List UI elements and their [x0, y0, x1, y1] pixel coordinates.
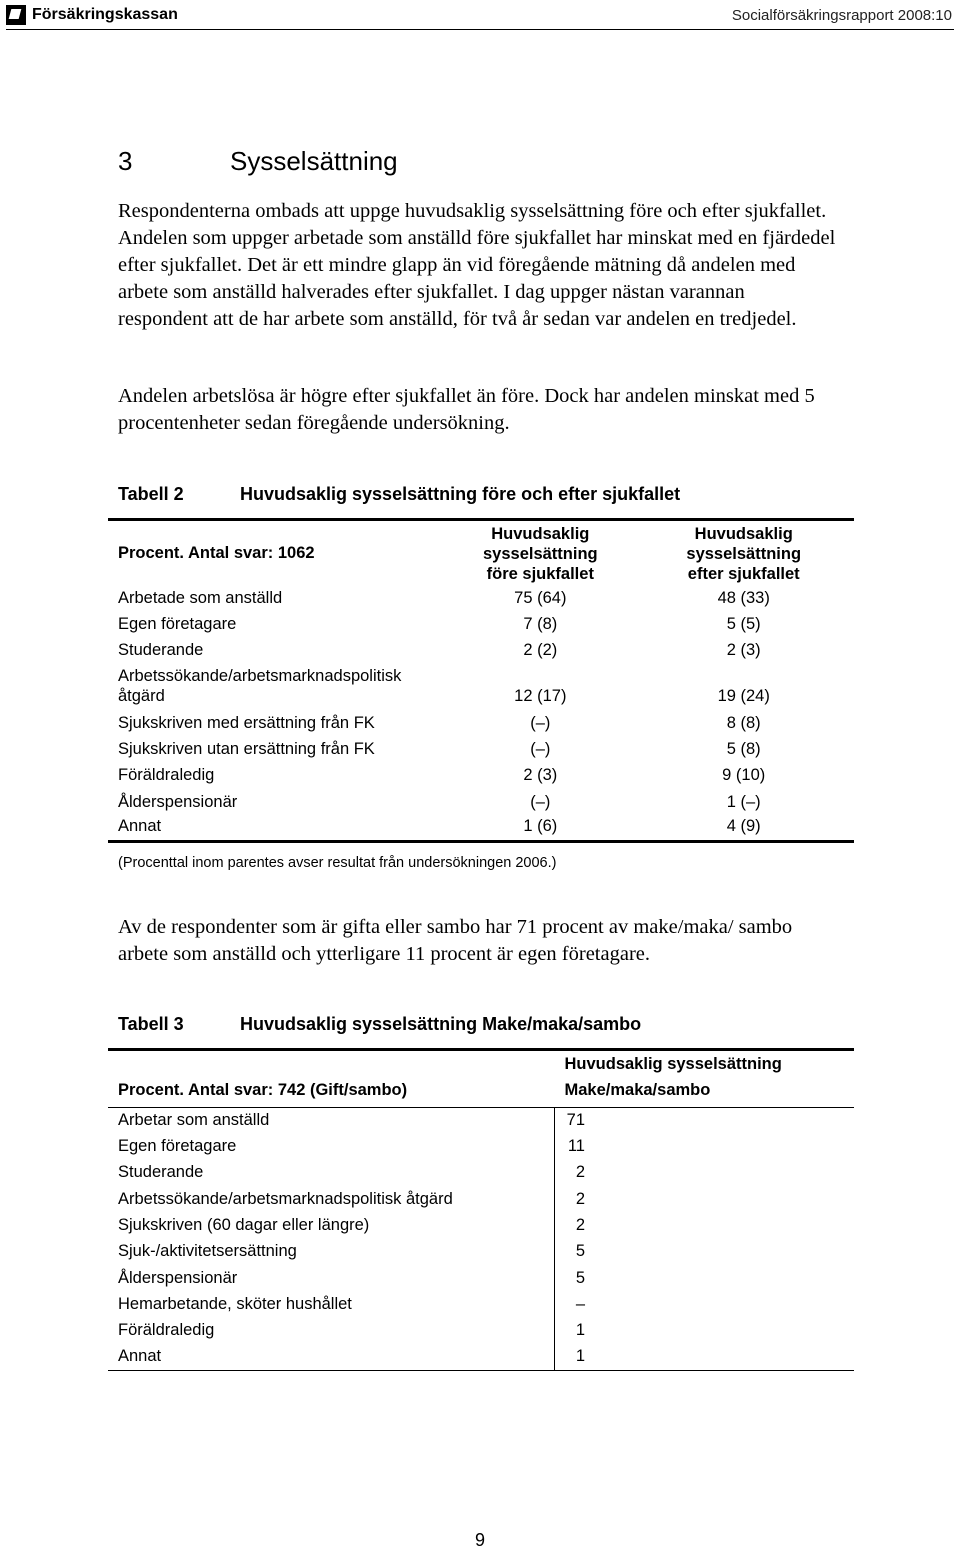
header-line: sysselsättning	[686, 544, 802, 563]
table-row	[108, 638, 854, 664]
row-before: 2 (3)	[523, 766, 558, 785]
row-label: Studerande	[118, 641, 204, 660]
row-label: Föräldraledig	[118, 1321, 215, 1340]
table2-note: (Procenttal inom parentes avser resultat från undersökningen 2006.)	[118, 855, 557, 871]
table3-header-first: Procent. Antal svar: 742 (Gift/sambo)	[118, 1081, 408, 1099]
table-row	[108, 1265, 854, 1291]
table-row	[108, 1186, 854, 1212]
row-before: 1 (6)	[523, 817, 558, 836]
table-row	[108, 1239, 854, 1265]
logo-icon	[6, 5, 26, 25]
row-before: 12 (17)	[514, 687, 567, 706]
table-row	[108, 816, 854, 842]
logo	[6, 5, 178, 25]
row-label: Sjukskriven med ersättning från FK	[118, 713, 375, 732]
table2-label: Tabell 2	[118, 484, 184, 504]
row-after: 5 (5)	[726, 615, 761, 634]
table3-caption	[118, 1014, 641, 1035]
section-title: Sysselsättning	[230, 146, 398, 176]
section-number: 3	[118, 146, 133, 176]
row-value-cell	[555, 1344, 855, 1370]
row-value: 71	[566, 1110, 585, 1129]
report-title: Socialförsäkringsrapport 2008:10	[731, 7, 952, 24]
row-value-cell	[555, 1265, 855, 1291]
row-before: 75 (64)	[514, 588, 567, 607]
table-row	[108, 710, 854, 736]
table3-label: Tabell 3	[118, 1014, 184, 1034]
row-value-cell	[555, 1239, 855, 1265]
table3-title: Huvudsaklig sysselsättning Make/maka/sambo	[240, 1014, 642, 1034]
row-value-cell	[555, 1186, 855, 1212]
row-value-cell	[555, 1160, 855, 1186]
paragraph-3: Av de respondenter som är gifta eller sambo har 71 procent av make/maka/ sambo arbete som anställd och ytterligare 11 procent är egen företagare.	[118, 916, 793, 965]
header-line: Make/maka/sambo	[564, 1081, 711, 1099]
table2-title: Huvudsaklig sysselsättning före och efter sjukfallet	[240, 484, 681, 504]
row-label: Arbetssökande/arbetsmarknadspolitisk åtgärd	[118, 667, 402, 706]
row-label: Sjukskriven (60 dagar eller längre)	[118, 1215, 370, 1234]
row-after: 2 (3)	[726, 641, 761, 660]
row-label: Arbetssökande/arbetsmarknadspolitisk åtgärd	[118, 1189, 453, 1208]
row-after: 19 (24)	[717, 687, 770, 706]
row-label: Föräldraledig	[118, 766, 215, 785]
row-label: Ålderspensionär	[118, 1268, 238, 1287]
table2	[108, 518, 854, 843]
row-value-cell	[555, 1213, 855, 1239]
row-value-cell	[555, 1108, 855, 1134]
header-line: Huvudsaklig sysselsättning	[564, 1055, 782, 1073]
table2-caption	[118, 484, 680, 505]
table2-header-after	[633, 520, 854, 586]
row-after: 4 (9)	[726, 817, 761, 836]
table-row	[108, 1344, 854, 1370]
table-row	[108, 1160, 854, 1186]
table2-header-before	[447, 520, 633, 586]
table-row	[108, 1213, 854, 1239]
table-row	[108, 1108, 854, 1134]
row-value: 1	[575, 1321, 585, 1340]
paragraph-2: Andelen arbetslösa är högre efter sjukfallet än före. Dock har andelen minskat med 5 procentenheter sedan föregående undersökning.	[118, 385, 815, 434]
table-row	[108, 612, 854, 638]
paragraph-1: Respondenterna ombads att uppge huvudsaklig sysselsättning före och efter sjukfallet. Andelen som uppger arbetade som anställd före sjukfallet har minskat med en fjärdedel efter sjukfallet. Det är ett mindre glapp än vid föregående mätning då andelen med arbete som anställd halverades efter sjukfallet. I dag uppger nästan varannan respondent att de har arbete som anställd, för två år sedan var andelen en tredjedel.	[118, 200, 836, 330]
row-label: Studerande	[118, 1163, 204, 1182]
row-value: 2	[575, 1163, 585, 1182]
row-value: 2	[575, 1189, 585, 1208]
header-line: före sjukfallet	[486, 564, 594, 583]
table-row	[108, 1134, 854, 1160]
row-before: 7 (8)	[523, 615, 558, 634]
row-value-cell	[555, 1292, 855, 1318]
row-label: Sjuk-/aktivitetsersättning	[118, 1242, 297, 1261]
table-row	[108, 664, 854, 710]
logo-text: Försäkringskassan	[32, 6, 178, 23]
row-after: 5 (8)	[726, 739, 761, 758]
row-after: 1 (–)	[726, 792, 761, 811]
header-divider	[6, 29, 954, 30]
table3-header-value	[555, 1050, 855, 1108]
row-label: Ålderspensionär	[118, 792, 238, 811]
table3	[108, 1048, 854, 1371]
table-row	[108, 1292, 854, 1318]
row-before: (–)	[530, 739, 551, 758]
table2-header-row	[108, 520, 854, 586]
row-after: 8 (8)	[726, 713, 761, 732]
row-value: 2	[575, 1215, 585, 1234]
row-before: (–)	[530, 792, 551, 811]
header-line: efter sjukfallet	[687, 564, 800, 583]
row-value: 1	[575, 1346, 585, 1365]
row-label: Egen företagare	[118, 615, 237, 634]
table-row	[108, 737, 854, 763]
row-label: Annat	[118, 1346, 162, 1365]
header-line: Huvudsaklig	[694, 524, 793, 543]
row-value: 11	[567, 1137, 585, 1156]
row-label: Hemarbetande, sköter hushållet	[118, 1294, 352, 1313]
header-line: Huvudsaklig	[491, 524, 590, 543]
row-value-cell	[555, 1134, 855, 1160]
row-label: Annat	[118, 817, 162, 836]
section-heading	[118, 146, 398, 177]
row-value: –	[575, 1294, 585, 1313]
table-row	[108, 586, 854, 612]
row-after: 48 (33)	[717, 588, 770, 607]
row-value: 5	[575, 1268, 585, 1287]
row-before: 2 (2)	[523, 641, 558, 660]
row-label: Sjukskriven utan ersättning från FK	[118, 739, 375, 758]
header-line: sysselsättning	[482, 544, 598, 563]
page-number: 9	[474, 1530, 485, 1550]
table-row	[108, 789, 854, 815]
row-label: Arbetade som anställd	[118, 588, 283, 607]
row-label: Egen företagare	[118, 1137, 237, 1156]
row-before: (–)	[530, 713, 551, 732]
table2-header-first: Procent. Antal svar: 1062	[118, 544, 315, 563]
row-after: 9 (10)	[722, 766, 766, 785]
table3-header-row	[108, 1050, 854, 1108]
table-row	[108, 763, 854, 789]
row-value: 5	[575, 1242, 585, 1261]
row-value-cell	[555, 1318, 855, 1344]
row-label: Arbetar som anställd	[118, 1110, 270, 1129]
page-header	[0, 0, 960, 30]
table-row	[108, 1318, 854, 1344]
